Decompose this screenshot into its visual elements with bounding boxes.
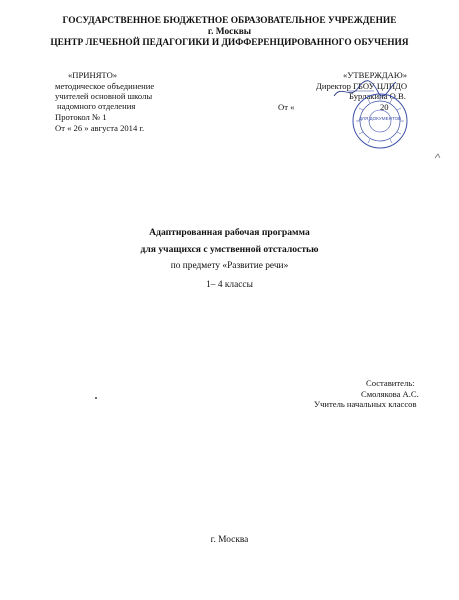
author-position: Учитель начальных классов [314,399,417,409]
program-subtitle: для учащихся с умственной отсталостью [140,244,319,255]
program-grades: 1– 4 классы [206,280,253,290]
approved-date-prefix: От « [278,102,295,112]
program-title: Адаптированная рабочая программа [149,227,310,238]
accepted-protocol: Протокол № 1 [55,112,107,122]
approved-name: Бурлакина О.В. [349,91,406,101]
stamp-center-text: ДЛЯ ДОКУМЕНТОВ [358,116,402,121]
accepted-title: «ПРИНЯТО» [68,70,118,80]
speck [95,397,97,399]
accepted-line3: надомного отделения [57,101,136,111]
accepted-date: От « 26 » августа 2014 г. [55,123,145,133]
approved-title: «УТВЕРЖДАЮ» [343,70,407,80]
institution-name-line1: ГОСУДАРСТВЕННОЕ БЮДЖЕТНОЕ ОБРАЗОВАТЕЛЬНОЕ УЧРЕЖДЕНИЕ [62,16,397,26]
accepted-line1: методическое объединение [55,81,155,91]
approved-director: Директор ГБОУ ЦЛПДО [316,81,408,91]
accepted-line2: учителей основной школы [55,91,153,101]
margin-mark-icon [434,152,442,160]
author-name: Смолякова А.С. [361,389,419,399]
program-subject: по предмету «Развитие речи» [170,261,289,271]
footer-city: г. Москва [210,535,249,545]
institution-city: г. Москвы [207,27,252,37]
approved-date-year: 20 [380,102,389,112]
stamp-icon [351,92,409,150]
institution-name-line3: ЦЕНТР ЛЕЧЕБНОЙ ПЕДАГОГИКИ И ДИФФЕРЕНЦИРОВАННОГО ОБУЧЕНИЯ [50,38,409,48]
author-label: Составитель: [366,378,415,388]
